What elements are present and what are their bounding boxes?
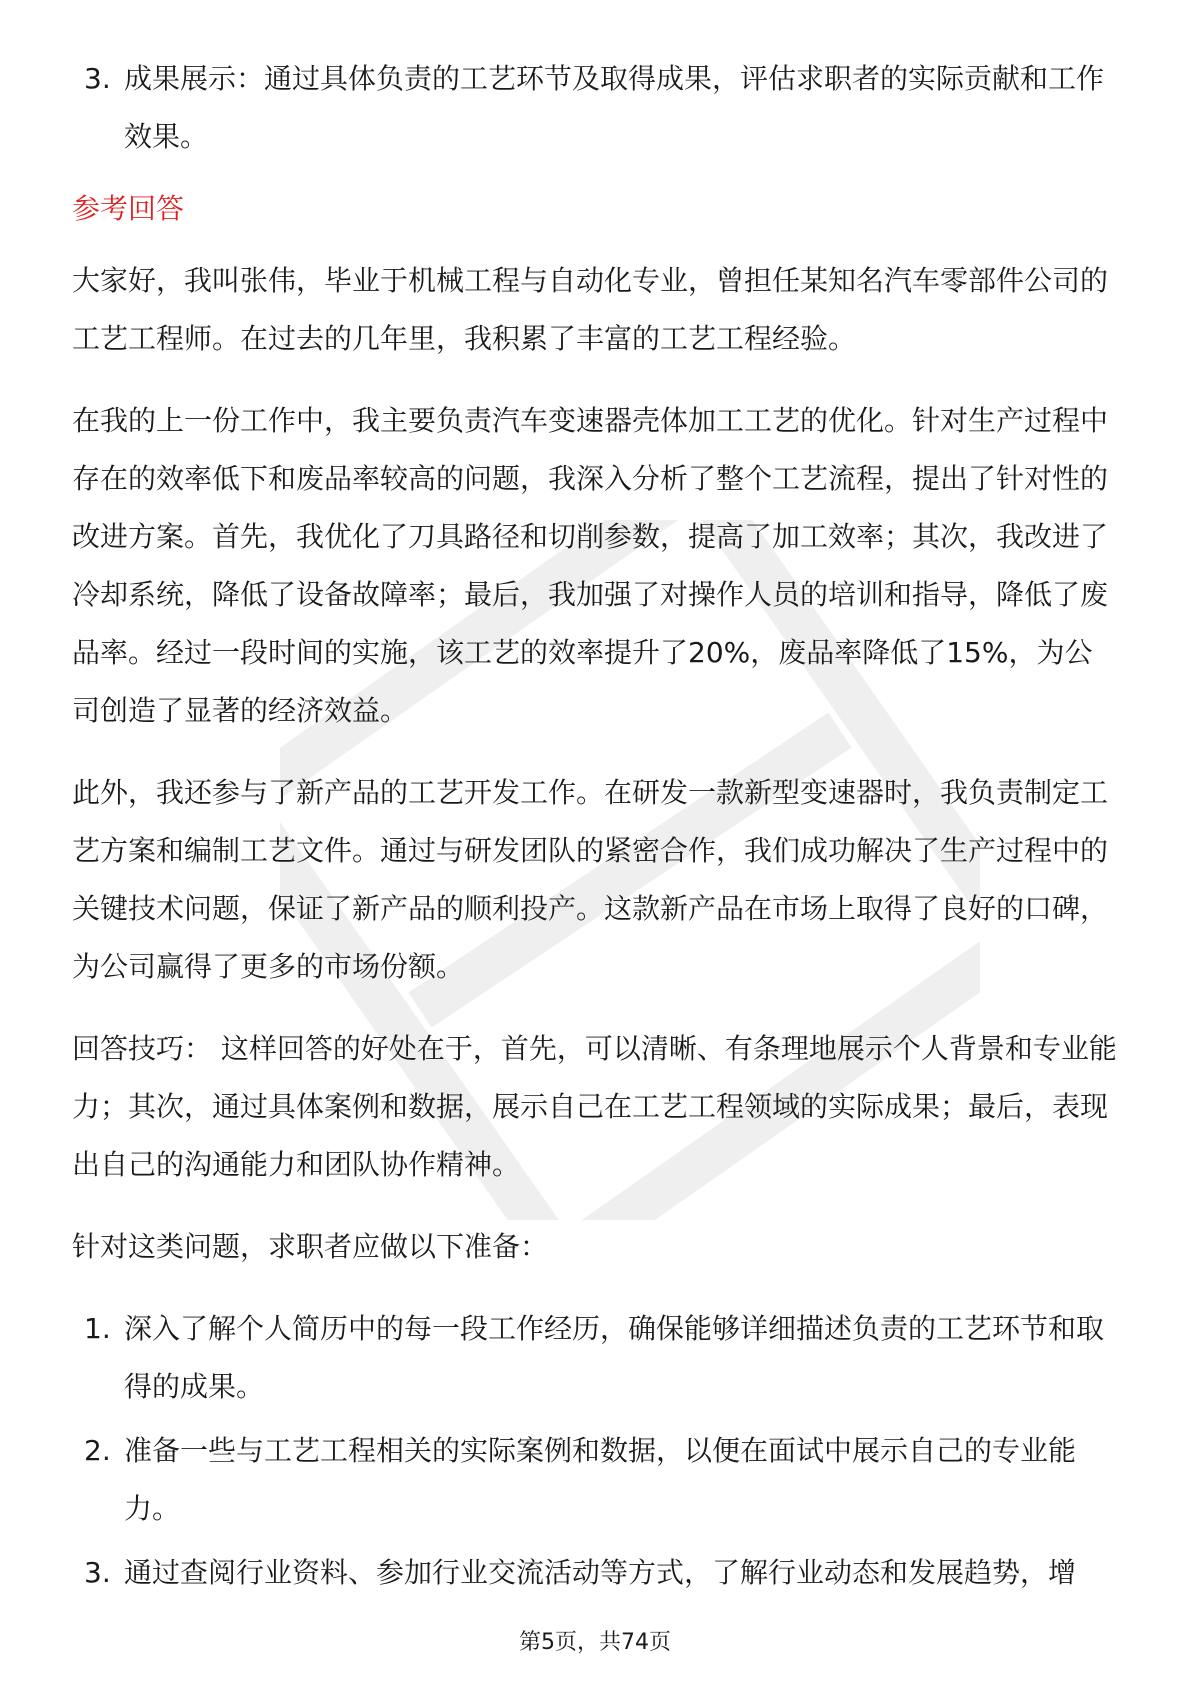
page-footer: 第5页，共74页: [519, 1630, 671, 1655]
paragraph-previous-job: 在我的上一份工作中，我主要负责汽车变速器壳体加工工艺的优化。针对生产过程中存在的效率低下和废品率较高的问题，我深入分析了整个工艺流程，提出了针对性的改进方案。首先，我优化了刀具路径和切削参数，提高了加工效率；其次，我改进了冷却系统，降低了设备故障率；最后，我加强了对操作人员的培训和指导，降低了废品率。经过一段时间的实施，该工艺的效率提升了20%，废品率降低了15%，为公司创造了显著的经济效益。: [72, 404, 1109, 727]
top-list: [72, 50, 1118, 166]
preparation-list: [72, 1300, 1118, 1602]
list-item: [72, 1300, 1118, 1416]
paragraph-preparation-intro: 针对这类问题，求职者应做以下准备：: [72, 1230, 549, 1263]
list-text: 成果展示：通过具体负责的工艺环节及取得成果，评估求职者的实际贡献和工作效果。: [124, 62, 1105, 153]
list-text: 准备一些与工艺工程相关的实际案例和数据，以便在面试中展示自己的专业能力。: [124, 1434, 1077, 1525]
list-item: [72, 1544, 1118, 1602]
list-number: 3.: [84, 1556, 111, 1589]
paragraph-new-product: 此外，我还参与了新产品的工艺开发工作。在研发一款新型变速器时，我负责制定工艺方案和编制工艺文件。通过与研发团队的紧密合作，我们成功解决了生产过程中的关键技术问题，保证了新产品的顺利投产。这款新产品在市场上取得了良好的口碑，为公司赢得了更多的市场份额。: [72, 776, 1109, 983]
paragraph-answer-tips: 回答技巧： 这样回答的好处在于，首先，可以清晰、有条理地展示个人背景和专业能力；其次，通过具体案例和数据，展示自己在工艺工程领域的实际成果；最后，表现出自己的沟通能力和团队协作精神。: [72, 1032, 1117, 1181]
list-text: 通过查阅行业资料、参加行业交流活动等方式，了解行业动态和发展趋势，增: [124, 1556, 1077, 1589]
list-number: 3.: [84, 62, 111, 95]
list-number: 2.: [84, 1434, 111, 1467]
list-item: [72, 1422, 1118, 1538]
list-item: [72, 50, 1118, 166]
list-number: 1.: [84, 1312, 111, 1345]
paragraph-intro: 大家好，我叫张伟，毕业于机械工程与自动化专业，曾担任某知名汽车零部件公司的工艺工程师。在过去的几年里，我积累了丰富的工艺工程经验。: [72, 264, 1109, 355]
document-body: [72, 50, 1118, 1608]
list-text: 深入了解个人简历中的每一段工作经历，确保能够详细描述负责的工艺环节和取得的成果。: [124, 1312, 1105, 1403]
section-title: 参考回答: [72, 192, 185, 225]
